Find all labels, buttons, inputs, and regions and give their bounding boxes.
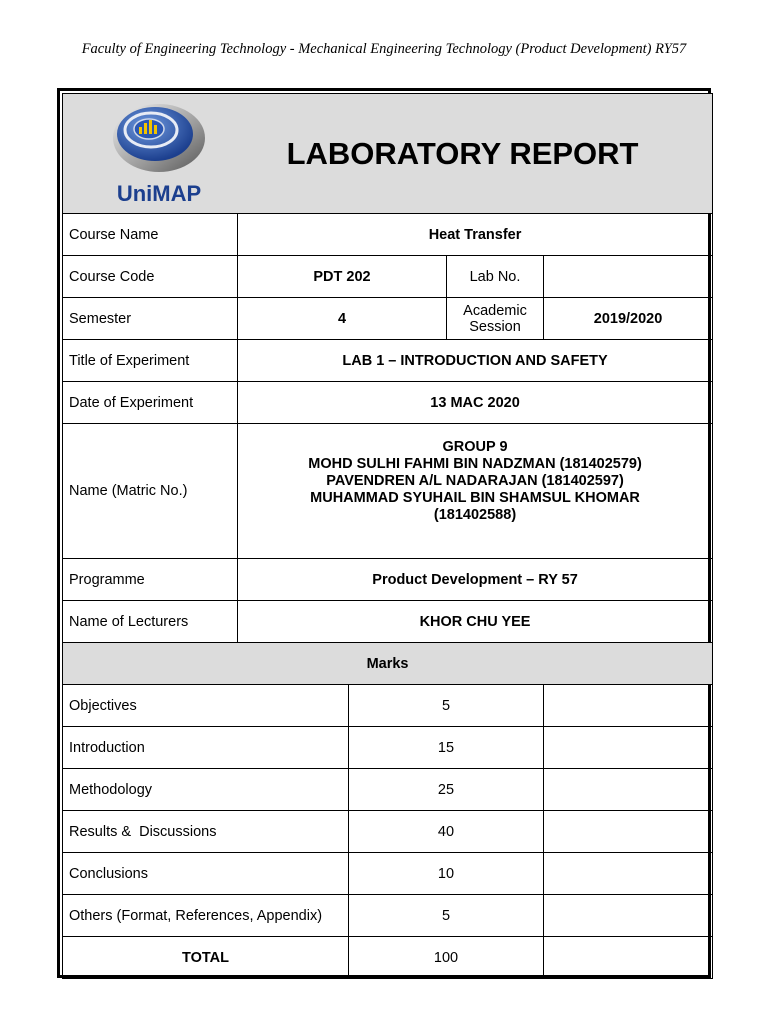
course-name-row bbox=[63, 214, 713, 256]
report-cover-frame bbox=[57, 88, 711, 978]
marks-score bbox=[544, 895, 713, 937]
title-cell bbox=[63, 94, 713, 214]
total-label: TOTAL bbox=[63, 937, 349, 979]
marks-max: 5 bbox=[349, 685, 544, 727]
marks-heading: Marks bbox=[63, 643, 713, 685]
marks-item: Conclusions bbox=[63, 853, 349, 895]
marks-score bbox=[544, 727, 713, 769]
total-row bbox=[63, 937, 713, 979]
semester-label: Semester bbox=[63, 298, 238, 340]
academic-session-label bbox=[447, 298, 544, 340]
marks-score bbox=[544, 853, 713, 895]
marks-item: Objectives bbox=[63, 685, 349, 727]
course-name-label: Course Name bbox=[63, 214, 238, 256]
marks-score bbox=[544, 769, 713, 811]
academic-session-label-line2: Session bbox=[469, 318, 521, 335]
semester-value: 4 bbox=[238, 298, 447, 340]
marks-score bbox=[544, 811, 713, 853]
lab-no-label: Lab No. bbox=[447, 256, 544, 298]
member-name: MUHAMMAD SYUHAIL BIN SHAMSUL KHOMAR bbox=[310, 490, 640, 506]
marks-item: Results & Discussions bbox=[63, 811, 349, 853]
marks-row bbox=[63, 895, 713, 937]
lecturer-row bbox=[63, 601, 713, 643]
names-row bbox=[63, 424, 713, 559]
marks-row bbox=[63, 685, 713, 727]
lecturer-label: Name of Lecturers bbox=[63, 601, 238, 643]
marks-row bbox=[63, 727, 713, 769]
course-code-row bbox=[63, 256, 713, 298]
total-max: 100 bbox=[349, 937, 544, 979]
title-row bbox=[63, 94, 713, 214]
total-score bbox=[544, 937, 713, 979]
marks-item: Methodology bbox=[63, 769, 349, 811]
marks-item: Introduction bbox=[63, 727, 349, 769]
programme-value: Product Development – RY 57 bbox=[238, 559, 713, 601]
report-title: LABORATORY REPORT bbox=[286, 135, 639, 171]
experiment-title-value: LAB 1 – INTRODUCTION AND SAFETY bbox=[238, 340, 713, 382]
report-cover-table bbox=[62, 93, 713, 979]
marks-max: 15 bbox=[349, 727, 544, 769]
lecturer-value: KHOR CHU YEE bbox=[238, 601, 713, 643]
lab-no-value bbox=[544, 256, 713, 298]
academic-session-label-line1: Academic bbox=[463, 302, 527, 319]
marks-heading-row bbox=[63, 643, 713, 685]
names-label: Name (Matric No.) bbox=[63, 424, 238, 559]
member-name: PAVENDREN A/L NADARAJAN (181402597) bbox=[326, 473, 624, 489]
marks-max: 25 bbox=[349, 769, 544, 811]
experiment-date-value: 13 MAC 2020 bbox=[238, 382, 713, 424]
course-code-value: PDT 202 bbox=[238, 256, 447, 298]
experiment-title-label: Title of Experiment bbox=[63, 340, 238, 382]
member-matric: (181402588) bbox=[433, 507, 517, 523]
academic-session-value: 2019/2020 bbox=[544, 298, 713, 340]
experiment-date-row bbox=[63, 382, 713, 424]
semester-row bbox=[63, 298, 713, 340]
course-name-value: Heat Transfer bbox=[238, 214, 713, 256]
marks-row bbox=[63, 811, 713, 853]
group-name: GROUP 9 bbox=[442, 439, 508, 455]
experiment-date-label: Date of Experiment bbox=[63, 382, 238, 424]
names-value bbox=[238, 424, 713, 559]
member-name: MOHD SULHI FAHMI BIN NADZMAN (181402579) bbox=[308, 456, 642, 472]
unimap-logo bbox=[109, 98, 209, 210]
course-code-label: Course Code bbox=[63, 256, 238, 298]
marks-row bbox=[63, 853, 713, 895]
marks-max: 5 bbox=[349, 895, 544, 937]
marks-score bbox=[544, 685, 713, 727]
marks-max: 10 bbox=[349, 853, 544, 895]
marks-row bbox=[63, 769, 713, 811]
logo-wordmark: UniMAP bbox=[116, 181, 202, 206]
marks-item: Others (Format, References, Appendix) bbox=[63, 895, 349, 937]
marks-max: 40 bbox=[349, 811, 544, 853]
experiment-title-row bbox=[63, 340, 713, 382]
programme-row bbox=[63, 559, 713, 601]
faculty-header: Faculty of Engineering Technology - Mechanical Engineering Technology (Product Development) RY57 bbox=[81, 41, 687, 57]
programme-label: Programme bbox=[63, 559, 238, 601]
